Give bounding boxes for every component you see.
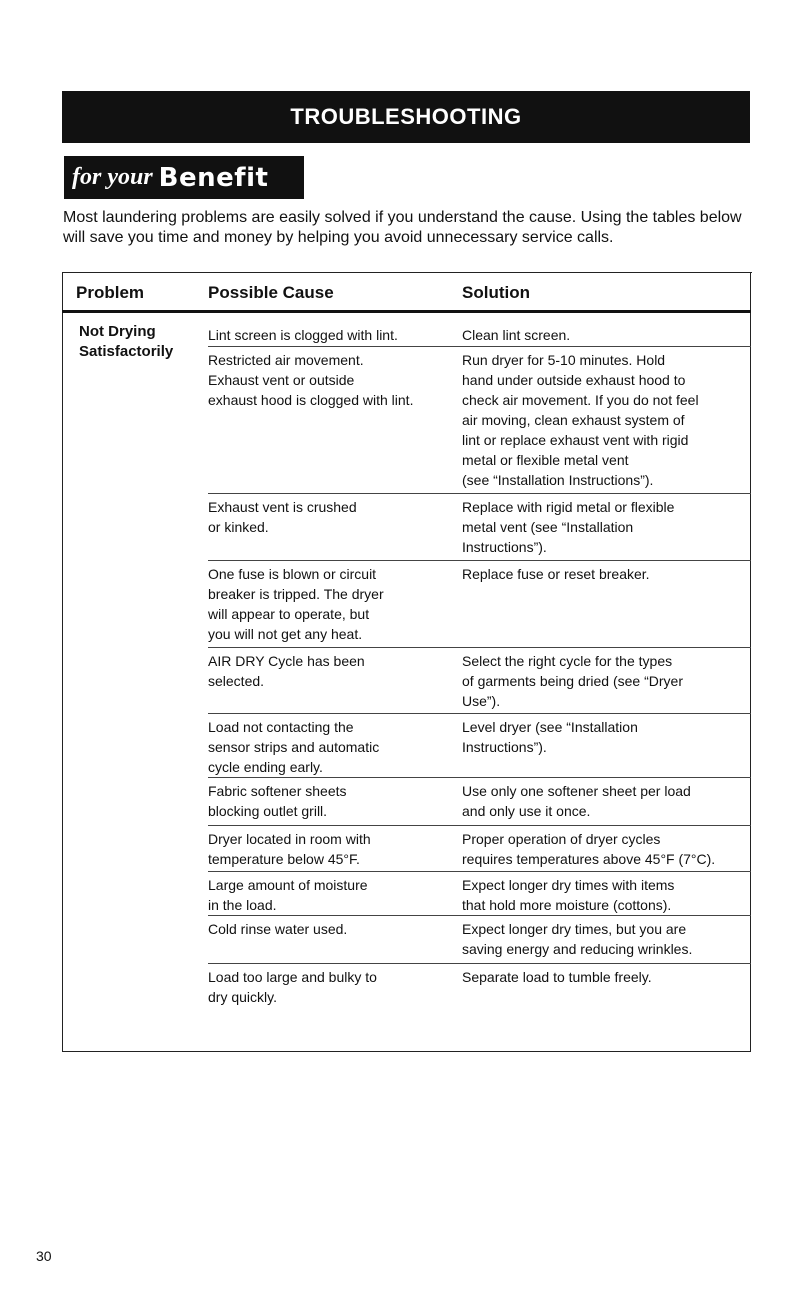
table-row [208, 777, 751, 826]
solution-cell: Proper operation of dryer cycles requires temperatures above 45°F (7°C). [462, 831, 716, 867]
problem-line-1: Not Drying [79, 323, 156, 340]
cause-cell: Dryer located in room with temperature below 45°F. [208, 831, 371, 867]
problem-line-2: Satisfactorily [79, 343, 174, 360]
column-header-problem: Problem [76, 283, 145, 302]
cause-cell: AIR DRY Cycle has been selected. [208, 653, 365, 689]
page-number: 30 [36, 1248, 52, 1264]
solution-cell: Select the right cycle for the types of garments being dried (see “Dryer Use”). [462, 653, 683, 709]
column-header-solution: Solution [462, 283, 530, 302]
cause-cell: One fuse is blown or circuit breaker is tripped. The dryer will appear to operate, but you will not get any heat. [208, 566, 384, 642]
table-row [208, 713, 751, 778]
header-divider [62, 310, 751, 313]
table-row [208, 871, 751, 916]
cause-cell: Lint screen is clogged with lint. [208, 327, 398, 343]
cause-cell: Exhaust vent is crushed or kinked. [208, 499, 357, 535]
cause-cell: Restricted air movement. Exhaust vent or outside exhaust hood is clogged with lint. [208, 352, 414, 408]
solution-cell: Level dryer (see “Installation Instructions”). [462, 719, 638, 755]
table-row [208, 647, 751, 714]
solution-cell: Run dryer for 5-10 minutes. Hold hand under outside exhaust hood to check air movement. If you do not feel air moving, clean exhaust system of lint or replace exhaust vent with rigid metal or flexible metal vent (see “Installation Instructions”). [462, 352, 699, 488]
page-title: TROUBLESHOOTING [62, 91, 750, 143]
benefit-prefix: for your [72, 164, 153, 190]
intro-paragraph: Most laundering problems are easily solved if you understand the cause. Using the tables below will save you time and money by helping you avoid unnecessary service calls. [63, 209, 742, 246]
table-row [208, 963, 751, 1044]
cause-cell: Load too large and bulky to dry quickly. [208, 969, 377, 1005]
solution-cell: Separate load to tumble freely. [462, 969, 652, 985]
for-your-benefit-logo [64, 156, 304, 199]
solution-cell: Clean lint screen. [462, 327, 571, 343]
solution-cell: Replace fuse or reset breaker. [462, 566, 650, 582]
cause-cell: Cold rinse water used. [208, 921, 348, 937]
benefit-word: Benefit [158, 162, 269, 193]
table-row [208, 493, 751, 561]
cause-cell: Load not contacting the sensor strips and automatic cycle ending early. [208, 719, 380, 775]
table-row [208, 560, 751, 648]
solution-cell: Replace with rigid metal or flexible metal vent (see “Installation Instructions”). [462, 499, 675, 555]
problem-label [79, 322, 173, 362]
table-row [208, 915, 751, 964]
table-row [208, 825, 751, 872]
solution-cell: Use only one softener sheet per load and only use it once. [462, 783, 691, 819]
table-row [208, 322, 751, 346]
cause-cell: Large amount of moisture in the load. [208, 877, 368, 913]
table-row [208, 346, 751, 494]
solution-cell: Expect longer dry times, but you are saving energy and reducing wrinkles. [462, 921, 693, 957]
solution-cell: Expect longer dry times with items that hold more moisture (cottons). [462, 877, 675, 913]
column-header-possible-cause: Possible Cause [208, 283, 334, 302]
cause-cell: Fabric softener sheets blocking outlet grill. [208, 783, 347, 819]
